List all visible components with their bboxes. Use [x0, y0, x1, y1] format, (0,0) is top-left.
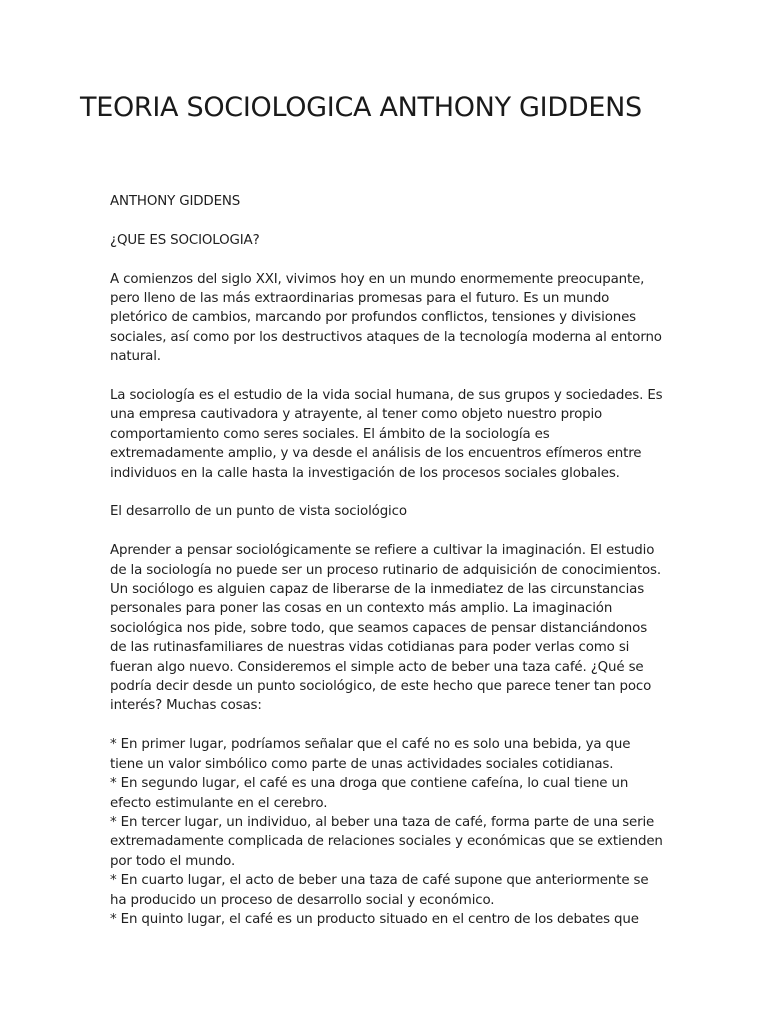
- bullet-item: * En tercer lugar, un individuo, al beber una taza de café, forma parte de una serie extremadamente complicada de relaciones sociales y económicas que se extienden por todo el mundo.: [110, 814, 663, 869]
- bullet-item: * En primer lugar, podríamos señalar que el café no es solo una bebida, ya que tiene un valor simbólico como parte de unas actividades sociales cotidianas.: [110, 737, 631, 772]
- bullet-list: [110, 735, 666, 929]
- paragraph-imagination: Aprender a pensar sociológicamente se refiere a cultivar la imaginación. El estudio de la sociología no puede ser un proceso rutinario de adquisición de conocimientos. Un sociólogo es alguien capaz de liberarse de la inmediatez de las circunstancias personales para poner las cosas en un contexto más amplio. La imaginación sociológica nos pide, sobre todo, que seamos capaces de pensar distanciándonos de las rutinasfamiliares de nuestras vidas cotidianas para poder verlas como si fueran algo nuevo. Consideremos el simple acto de beber una taza café. ¿Qué se podría decir desde un punto sociológico, de este hecho que parece tener tan poco interés? Muchas cosas:: [110, 543, 661, 714]
- paragraph-intro: A comienzos del siglo XXI, vivimos hoy en un mundo enormemente preocupante, pero lleno de las más extraordinarias promesas para el futuro. Es un mundo pletórico de cambios, marcando por profundos conflictos, tensiones y divisiones sociales, así como por los destructivos ataques de la tecnología moderna al entorno natural.: [110, 271, 662, 365]
- document-body: [110, 192, 666, 929]
- document-title: TEORIA SOCIOLOGICA ANTHONY GIDDENS: [80, 92, 642, 123]
- bullet-item: * En quinto lugar, el café es un producto situado en el centro de los debates que: [110, 911, 639, 927]
- author-line: ANTHONY GIDDENS: [110, 194, 241, 209]
- section-question: ¿QUE ES SOCIOLOGIA?: [110, 232, 260, 248]
- bullet-item: * En segundo lugar, el café es una droga que contiene cafeína, lo cual tiene un efecto estimulante en el cerebro.: [110, 776, 629, 811]
- paragraph-definition: La sociología es el estudio de la vida social humana, de sus grupos y sociedades. Es una empresa cautivadora y atrayente, al tener como objeto nuestro propio comportamiento como seres sociales. El ámbito de la sociología es extremadamente amplio, y va desde el análisis de los encuentros efímeros entre individuos en la calle hasta la investigación de los procesos sociales globales.: [110, 388, 663, 481]
- section-subheading: El desarrollo de un punto de vista sociológico: [110, 504, 407, 520]
- bullet-item: * En cuarto lugar, el acto de beber una taza de café supone que anteriormente se ha producido un proceso de desarrollo social y económico.: [110, 873, 649, 908]
